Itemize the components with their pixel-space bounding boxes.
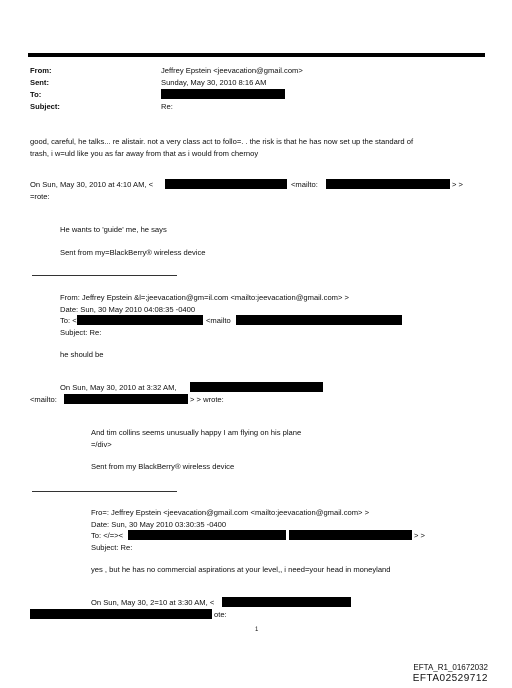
q1-header-d: =rote: [30,192,50,201]
redaction-q3-b [30,609,212,619]
m2-date: Date: Sun, 30 May 2010 04:08:35 -0400 [60,305,196,314]
subject-value: Re: [161,102,173,111]
q3-header-a: On Sun, May 30, 2=10 at 3:30 AM, < [91,598,215,607]
sent-value: Sunday, May 30, 2010 8:16 AM [161,78,267,87]
m2-from: From: Jeffrey Epstein &l=;jeevacation@gm=il.com <mailto:jeevacation@gmail.com> > [60,293,349,302]
redaction-q3-a [222,597,351,607]
m3-to-a: To: </=>< [91,531,124,540]
body-line-1: good, careful, he talks... re alistair. not a very class act to follo=. . the risk is that he has now set up the standard of [30,137,414,146]
m3-to-c: > > [414,531,425,540]
q2-line-1: And tim collins seems unusually happy I am flying on his plane [91,428,302,437]
m3-subject: Subject: Re: [91,543,133,552]
q2-header-a: On Sun, May 30, 2010 at 3:32 AM, [60,383,177,392]
redaction-m3-a [128,530,286,540]
footer-id-1: EFTA_R1_01672032 [413,663,488,672]
q1-header-b: <mailto: [291,180,318,189]
footer-id-2: EFTA02529712 [412,673,488,684]
q2-line-2: =/div> [91,440,112,449]
redaction-m2-a [77,315,203,325]
m3-body: yes , but he has no commercial aspirations at your level,, i need=your head in moneyland [91,565,391,574]
sent-label: Sent: [30,78,49,87]
redaction-m3-b [289,530,412,540]
page-number: 1 [255,627,259,633]
from-label: From: [30,66,52,75]
q1-header-c: > > [452,180,463,189]
redaction-q2-a [190,382,323,392]
subject-label: Subject: [30,102,60,111]
redaction-q2-b [64,394,188,404]
body-line-2: trash, i w=uld like you as far away from that as i would from chernoy [30,149,259,158]
m3-date: Date: Sun, 30 May 2010 03:30:35 -0400 [91,520,227,529]
top-rule [28,53,485,57]
q2-header-c: > > wrote: [190,395,224,404]
m2-subject: Subject: Re: [60,328,102,337]
m2-body: he should be [60,350,104,359]
q3-header-b: ote: [214,610,227,619]
separator-1 [32,275,177,276]
q1-line-2: Sent from my=BlackBerry® wireless device [60,248,206,257]
redaction-m2-b [236,315,402,325]
m2-to-a: To: < [60,316,77,325]
redaction-q1-b [326,179,450,189]
to-label: To: [30,90,42,99]
m3-from: Fro=: Jeffrey Epstein <jeevacation@gmail.com <mailto:jeevacation@gmail.com> > [91,508,370,517]
q1-line-1: He wants to 'guide' me, he says [60,225,167,234]
m2-to-b: <mailto [206,316,231,325]
redaction-to [161,89,285,99]
from-value: Jeffrey Epstein <jeevacation@gmail.com> [161,66,303,75]
separator-2 [32,491,177,492]
q2-header-b: <mailto: [30,395,57,404]
q2-line-3: Sent from my BlackBerry® wireless device [91,462,235,471]
q1-header-a: On Sun, May 30, 2010 at 4:10 AM, < [30,180,154,189]
redaction-q1-a [165,179,287,189]
